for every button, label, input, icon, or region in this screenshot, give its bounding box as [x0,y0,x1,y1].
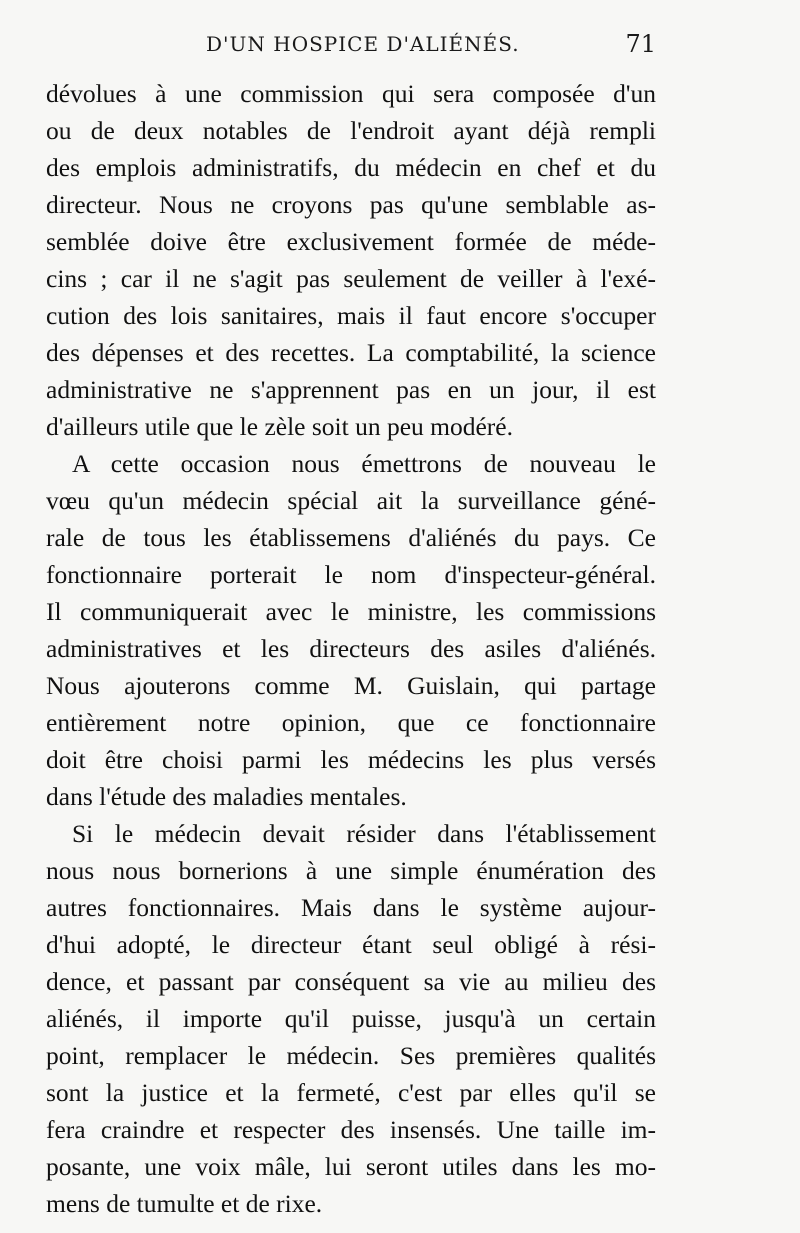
text-line: sont la justice et la fermeté, c'est par elles qu'il se [46,1078,656,1107]
text-line: fonctionnaire porterait le nom d'inspecteur-général. [46,560,656,589]
text-line: cution des lois sanitaires, mais il faut encore s'occuper [46,301,656,330]
running-head [46,30,656,64]
text-line: aliénés, il importe qu'il puisse, jusqu'à un certain [46,1004,656,1033]
text-line: A cette occasion nous émettrons de nouveau le [72,449,656,478]
text-line: dence, et passant par conséquent sa vie au milieu des [46,967,656,996]
text-line: ou de deux notables de l'endroit ayant déjà rempli [46,116,656,145]
text-line: cins ; car il ne s'agit pas seulement de veiller à l'exé- [46,264,656,293]
text-line: des dépenses et des recettes. La comptabilité, la science [46,338,656,367]
body-text [46,75,656,1222]
text-line: nous nous bornerions à une simple énumération des [46,856,656,885]
running-title: D'UN HOSPICE D'ALIÉNÉS. [206,32,520,56]
text-line: administrative ne s'apprennent pas en un jour, il est [46,375,656,404]
text-line: entièrement notre opinion, que ce fonctionnaire [46,708,656,737]
text-line: Il communiquerait avec le ministre, les commissions [46,597,656,626]
text-line: fera craindre et respecter des insensés. Une taille im- [46,1115,656,1144]
text-line: administratives et les directeurs des asiles d'aliénés. [46,634,656,663]
text-line: d'hui adopté, le directeur étant seul obligé à rési- [46,930,656,959]
text-line: directeur. Nous ne croyons pas qu'une semblable as- [46,190,656,219]
text-line: semblée doive être exclusivement formée de méde- [46,227,656,256]
text-line: des emplois administratifs, du médecin en chef et du [46,153,656,182]
text-line: d'ailleurs utile que le zèle soit un peu modéré. [46,412,513,441]
text-line: dévolues à une commission qui sera composée d'un [46,79,656,108]
text-line: vœu qu'un médecin spécial ait la surveillance géné- [46,486,656,515]
text-line: Nous ajouterons comme M. Guislain, qui partage [46,671,656,700]
text-line: Si le médecin devait résider dans l'établissement [72,819,656,848]
text-line: mens de tumulte et de rixe. [46,1189,323,1218]
text-line: autres fonctionnaires. Mais dans le système aujour- [46,893,656,922]
text-line: doit être choisi parmi les médecins les plus versés [46,745,656,774]
text-line: rale de tous les établissemens d'aliénés du pays. Ce [46,523,656,552]
text-line: point, remplacer le médecin. Ses premières qualités [46,1041,656,1070]
text-line: dans l'étude des maladies mentales. [46,782,407,811]
page-number: 71 [625,30,656,58]
text-line: posante, une voix mâle, lui seront utiles dans les mo- [46,1152,656,1181]
